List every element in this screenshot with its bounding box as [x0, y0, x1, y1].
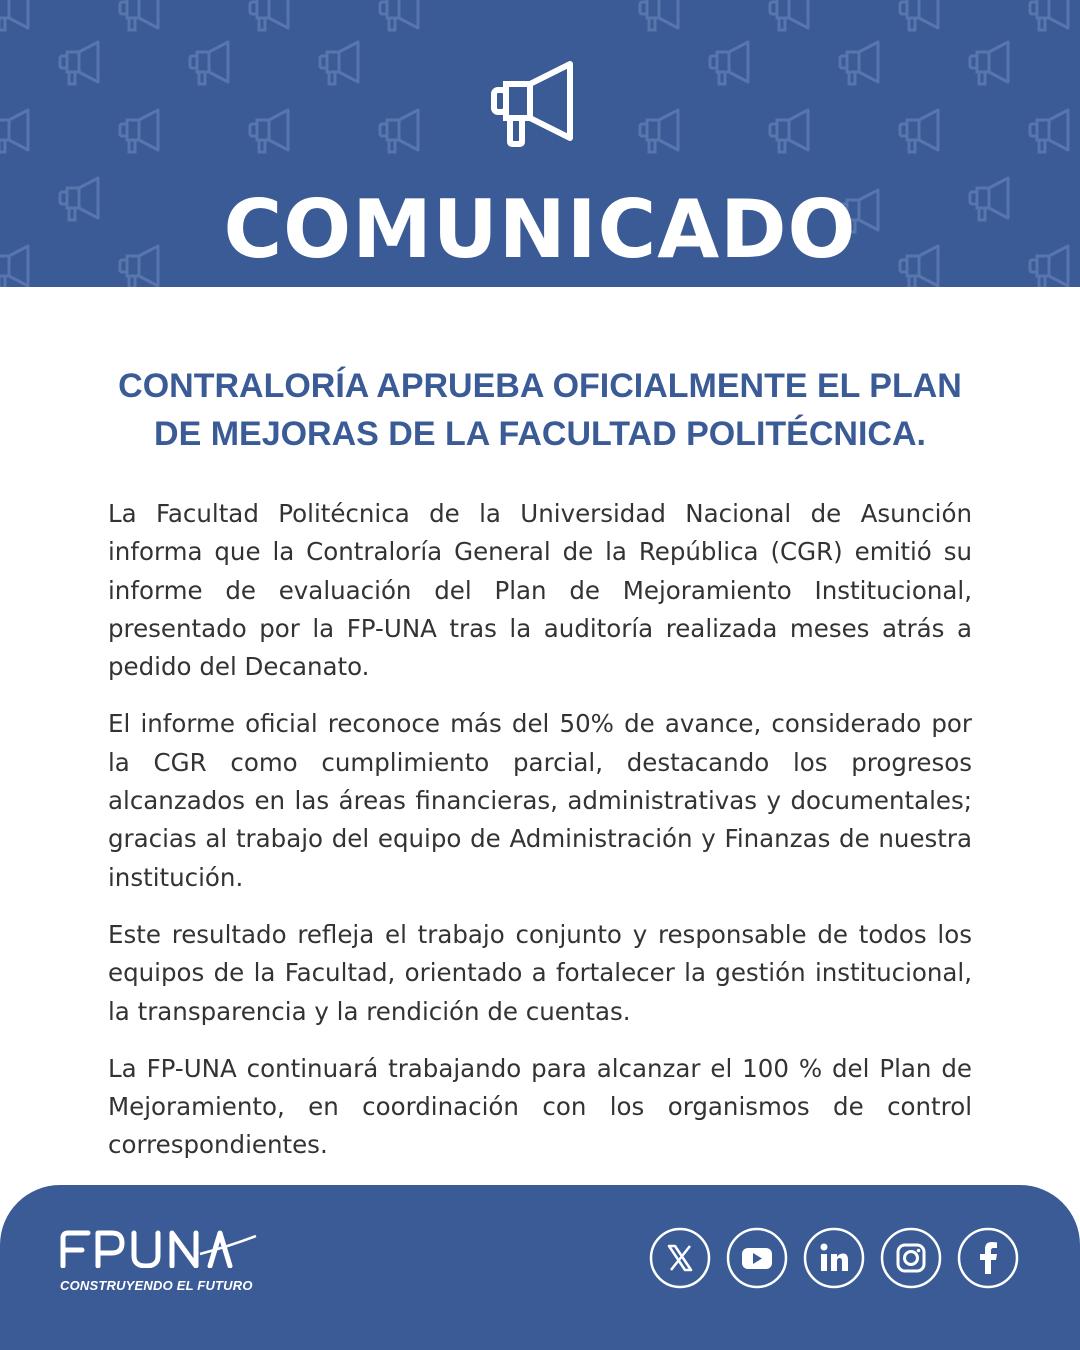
tagline: CONSTRUYENDO EL FUTURO [60, 1278, 253, 1293]
announcement-body [108, 495, 972, 1184]
linkedin-icon[interactable] [803, 1227, 865, 1289]
headline-line-2: DE MEJORAS DE LA FACULTAD POLITÉCNICA. [154, 415, 926, 453]
header-banner [0, 0, 1080, 287]
facebook-icon[interactable] [957, 1227, 1019, 1289]
x-icon[interactable] [649, 1227, 711, 1289]
headline [100, 362, 980, 458]
fpuna-logo [60, 1228, 260, 1268]
page-title: COMUNICADO [223, 183, 857, 276]
youtube-icon[interactable] [726, 1227, 788, 1289]
paragraph-1: La Facultad Politécnica de la Universidad Nacional de Asunción informa que la Contraloría General de la República (CGR) emitió su informe de evaluación del Plan de Mejoramiento Institucional, presentado por la FP-UNA tras la auditoría realizada meses atrás a pedido del Decanato. [108, 499, 972, 682]
instagram-icon[interactable] [880, 1227, 942, 1289]
paragraph-3: Este resultado refleja el trabajo conjunto y responsable de todos los equipos de la Facultad, orientado a fortalecer la gestión institucional, la transparencia y la rendición de cuentas. [108, 919, 972, 1026]
headline-line-1: CONTRALORÍA APRUEBA OFICIALMENTE EL PLAN [118, 367, 962, 405]
megaphone-icon [490, 58, 590, 150]
paragraph-4: La FP-UNA continuará trabajando para alcanzar el 100 % del Plan de Mejoramiento, en coordinación con los organismos de control correspondientes. [108, 1053, 972, 1160]
paragraph-2: El informe oficial reconoce más del 50% de avance, considerado por la CGR como cumplimiento parcial, destacando los progresos alcanzados en las áreas financieras, administrativas y documentales; gracias al trabajo del equipo de Administración y Finanzas de nuestra institución. [108, 709, 972, 892]
